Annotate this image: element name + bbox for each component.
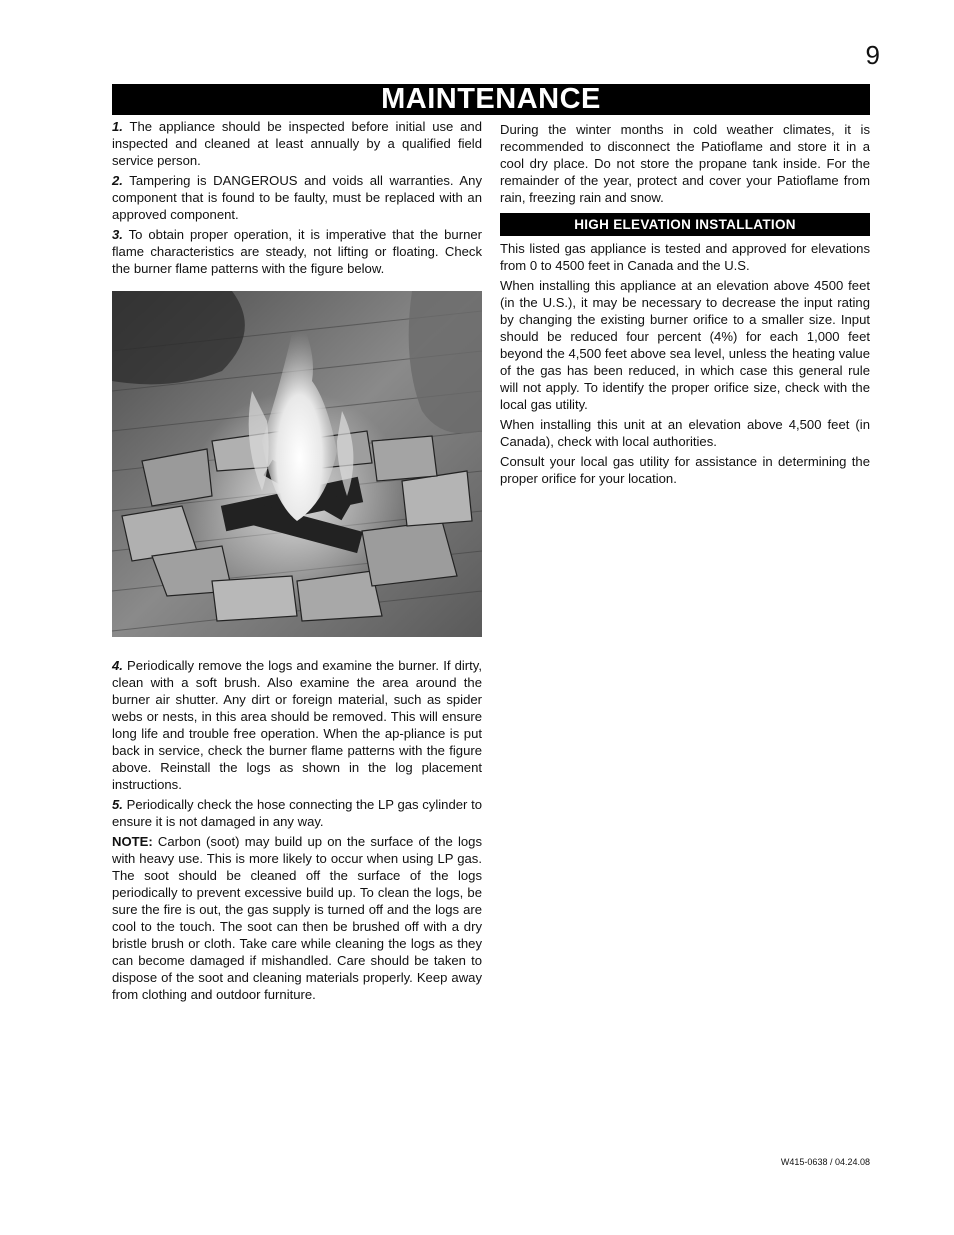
elevation-paragraph-2: When installing this appliance at an elevation above 4500 feet (in the U.S.), it may be necessary to decrease the input rating by changing the existing burner orifice to a smaller size. Input should be reduced four percent (4%) for each 1,000 feet beyond the 4,500 feet above sea level, unless the heating value of the gas has been reduced, in which case this general rule will not apply. To identify the proper orifice size, check with the local gas utility.: [500, 278, 870, 412]
item-number: 4.: [112, 658, 123, 673]
item-text: Tampering is DANGEROUS and voids all warranties. Any component that is found to be faulty, must be replaced with an approved component.: [112, 173, 482, 222]
item-text: Periodically check the hose connecting the LP gas cylinder to ensure it is not damaged in any way.: [112, 797, 482, 829]
maintenance-item-3: [112, 226, 482, 277]
note-label: NOTE:: [112, 834, 153, 849]
item-text: To obtain proper operation, it is imperative that the burner flame characteristics are steady, not lifting or floating. Check the burner flame patterns with the figure below.: [112, 227, 482, 276]
maintenance-item-4: [112, 657, 482, 793]
left-column: [112, 118, 482, 1006]
item-number: 3.: [112, 227, 123, 242]
elevation-paragraph-4: Consult your local gas utility for assistance in determining the proper orifice for your location.: [500, 454, 870, 486]
burner-flame-photo: [112, 291, 482, 637]
item-text: The appliance should be inspected before initial use and inspected and cleaned at least annually by a qualified field service person.: [112, 119, 482, 168]
winter-storage-paragraph: During the winter months in cold weather climates, it is recommended to disconnect the Patioflame and store it in a cool dry place. Do not store the propane tank inside. For the remainder of the year, protect and cover your Patioflame from rain, freezing rain and snow.: [500, 122, 870, 205]
item-number: 5.: [112, 797, 123, 812]
page-number: 9: [865, 40, 880, 70]
item-text: Periodically remove the logs and examine the burner. If dirty, clean with a soft brush. Also examine the area around the burner air shutter. Any dirt or foreign material, such as spider webs or nests, in this area should be removed. This will ensure long life and trouble free operation. When the ap-pliance is put back in service, check the burner flame patterns with the figure above. Reinstall the logs as shown in the log placement instructions.: [112, 658, 482, 792]
maintenance-item-1: [112, 118, 482, 169]
note-paragraph: [112, 833, 482, 1003]
maintenance-item-5: [112, 796, 482, 830]
document-code: W415-0638 / 04.24.08: [780, 1157, 870, 1167]
page-title: MAINTENANCE: [112, 84, 870, 115]
item-number: 2.: [112, 173, 123, 188]
note-text: Carbon (soot) may build up on the surface of the logs with heavy use. This is more likely to occur when using LP gas. The soot should be cleaned off the surface of the logs periodically to prevent excessive build up. To clean the logs, be sure the fire is out, the gas supply is turned off and the logs are cool to the touch. The soot can then be brushed off with a dry bristle brush or cloth. Take care while cleaning the logs as they can become damaged if mishandled. Care should be taken to dispose of the soot and cleaning materials properly. Keep away from clothing and outdoor furniture.: [112, 834, 482, 1002]
maintenance-item-2: [112, 172, 482, 223]
section-header-high-elevation: HIGH ELEVATION INSTALLATION: [500, 213, 870, 236]
right-column: [500, 121, 870, 490]
elevation-paragraph-3: When installing this unit at an elevation above 4,500 feet (in Canada), check with local authorities.: [500, 417, 870, 449]
item-number: 1.: [112, 119, 123, 134]
elevation-paragraph-1: This listed gas appliance is tested and approved for elevations from 0 to 4500 feet in Canada and the U.S.: [500, 241, 870, 273]
